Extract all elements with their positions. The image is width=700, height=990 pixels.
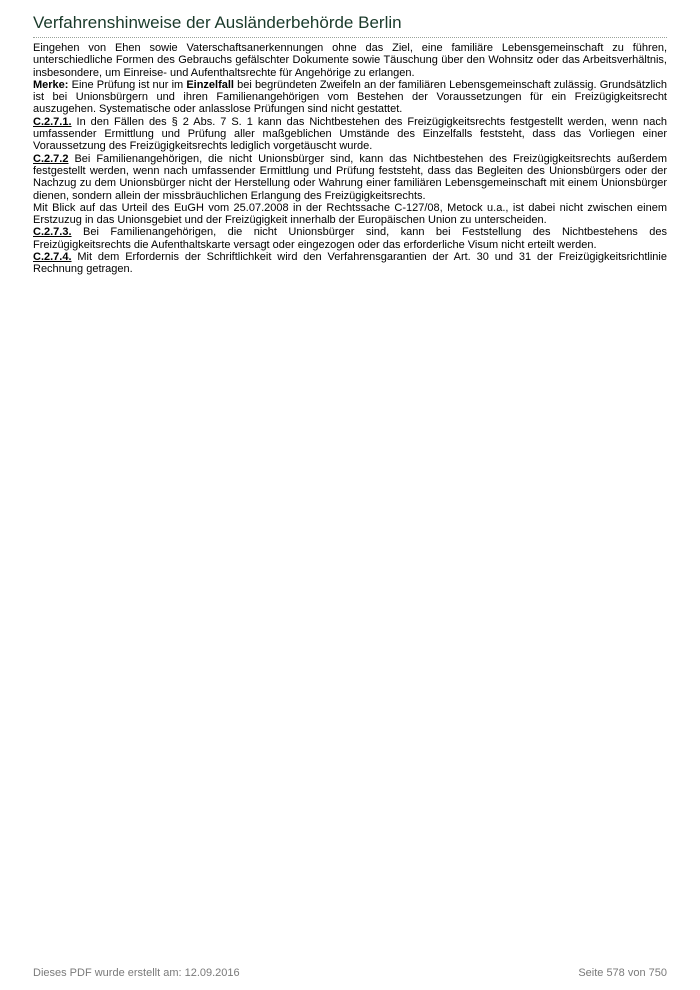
paragraph-c273	[33, 226, 667, 251]
header-divider	[33, 37, 667, 38]
section-text-c271: In den Fällen des § 2 Abs. 7 S. 1 kann das Nichtbestehen des Freizügigkeitsrechts festgestellt werden, wenn nach umfassender Ermittlung und Prüfung aller maßgeblichen Umstände des Einzelfalls feststeht, dass das Vorliegen einer Voraussetzung des Freizügigkeitsrechts lediglich vorgetäuscht wurde.	[33, 115, 667, 153]
page-header	[33, 12, 667, 38]
paragraph-merke	[33, 79, 667, 116]
merke-text-a: Eine Prüfung ist nur im	[68, 78, 187, 91]
creation-date: Dieses PDF wurde erstellt am: 12.09.2016	[33, 967, 240, 979]
paragraph-eugh: Mit Blick auf das Urteil des EuGH vom 25.07.2008 in der Rechtssache C-127/08, Metock u.a., ist dabei nicht zwischen einem Erstzuzug in das Unionsgebiet und der Freizügigkeit innerhalb der Europäischen Union zu unterscheiden.	[33, 201, 667, 227]
paragraph-c271	[33, 116, 667, 153]
paragraph-c274	[33, 251, 667, 276]
document-body	[33, 42, 667, 276]
merke-text-b: bei begründeten Zweifeln an der familiären Lebensgemeinschaft zulässig. Grundsätzlich ist bei Unionsbürgern und ihren Familienangehörigen vom Bestehen der Voraussetzungen für ein Freizügigkeitsrecht auszugehen. Systematische oder anlasslose Prüfungen sind nicht gestattet.	[33, 78, 667, 116]
section-link-c273[interactable]: C.2.7.3.	[33, 226, 72, 239]
paragraph-intro: Eingehen von Ehen sowie Vaterschaftsanerkennungen ohne das Ziel, eine familiäre Lebensgemeinschaft zu führen, unterschiedliche Formen des Gebrauchs gefälschter Dokumente sowie Täuschung über den Wohnsitz oder das Arbeitsverhältnis, insbesondere, um Einreise- und Aufenthaltsrechte für Angehörige zu erlangen.	[33, 42, 667, 79]
section-text-c274: Mit dem Erfordernis der Schriftlichkeit wird den Verfahrensgarantien der Art. 30 und 31 der Freizügigkeitsrichtlinie Rechnung getragen.	[33, 251, 667, 276]
paragraph-c272	[33, 153, 667, 202]
section-text-c272: Bei Familienangehörigen, die nicht Unionsbürger sind, kann das Nichtbestehen des Freizügigkeitsrechts außerdem festgestellt werden, wenn nach umfassender Ermittlung und Prüfung feststeht, dass das Begleiten des Unionsbürgers oder der Nachzug zu dem Unionsbürger nicht der Herstellung oder Wahrung einer familiären Lebensgemeinschaft mit einem Unionsbürger dienen, sondern allein der missbräuchlichen Erlangung des Freizügigkeitsrechts.	[33, 152, 667, 202]
page-number: Seite 578 von 750	[578, 967, 667, 979]
merke-label: Merke:	[33, 78, 69, 91]
page-title: Verfahrenshinweise der Ausländerbehörde Berlin	[33, 13, 402, 32]
section-link-c272[interactable]: C.2.7.2	[33, 152, 69, 165]
section-link-c274[interactable]: C.2.7.4.	[33, 251, 72, 264]
merke-emphasis: Einzelfall	[186, 78, 234, 91]
section-link-c271[interactable]: C.2.7.1.	[33, 115, 72, 128]
section-text-c273: Bei Familienangehörigen, die nicht Unionsbürger sind, kann bei Feststellung des Nichtbestehens des Freizügigkeitsrechts die Aufenthaltskarte versagt oder eingezogen oder das erforderliche Visum nicht erteilt werden.	[33, 226, 667, 251]
